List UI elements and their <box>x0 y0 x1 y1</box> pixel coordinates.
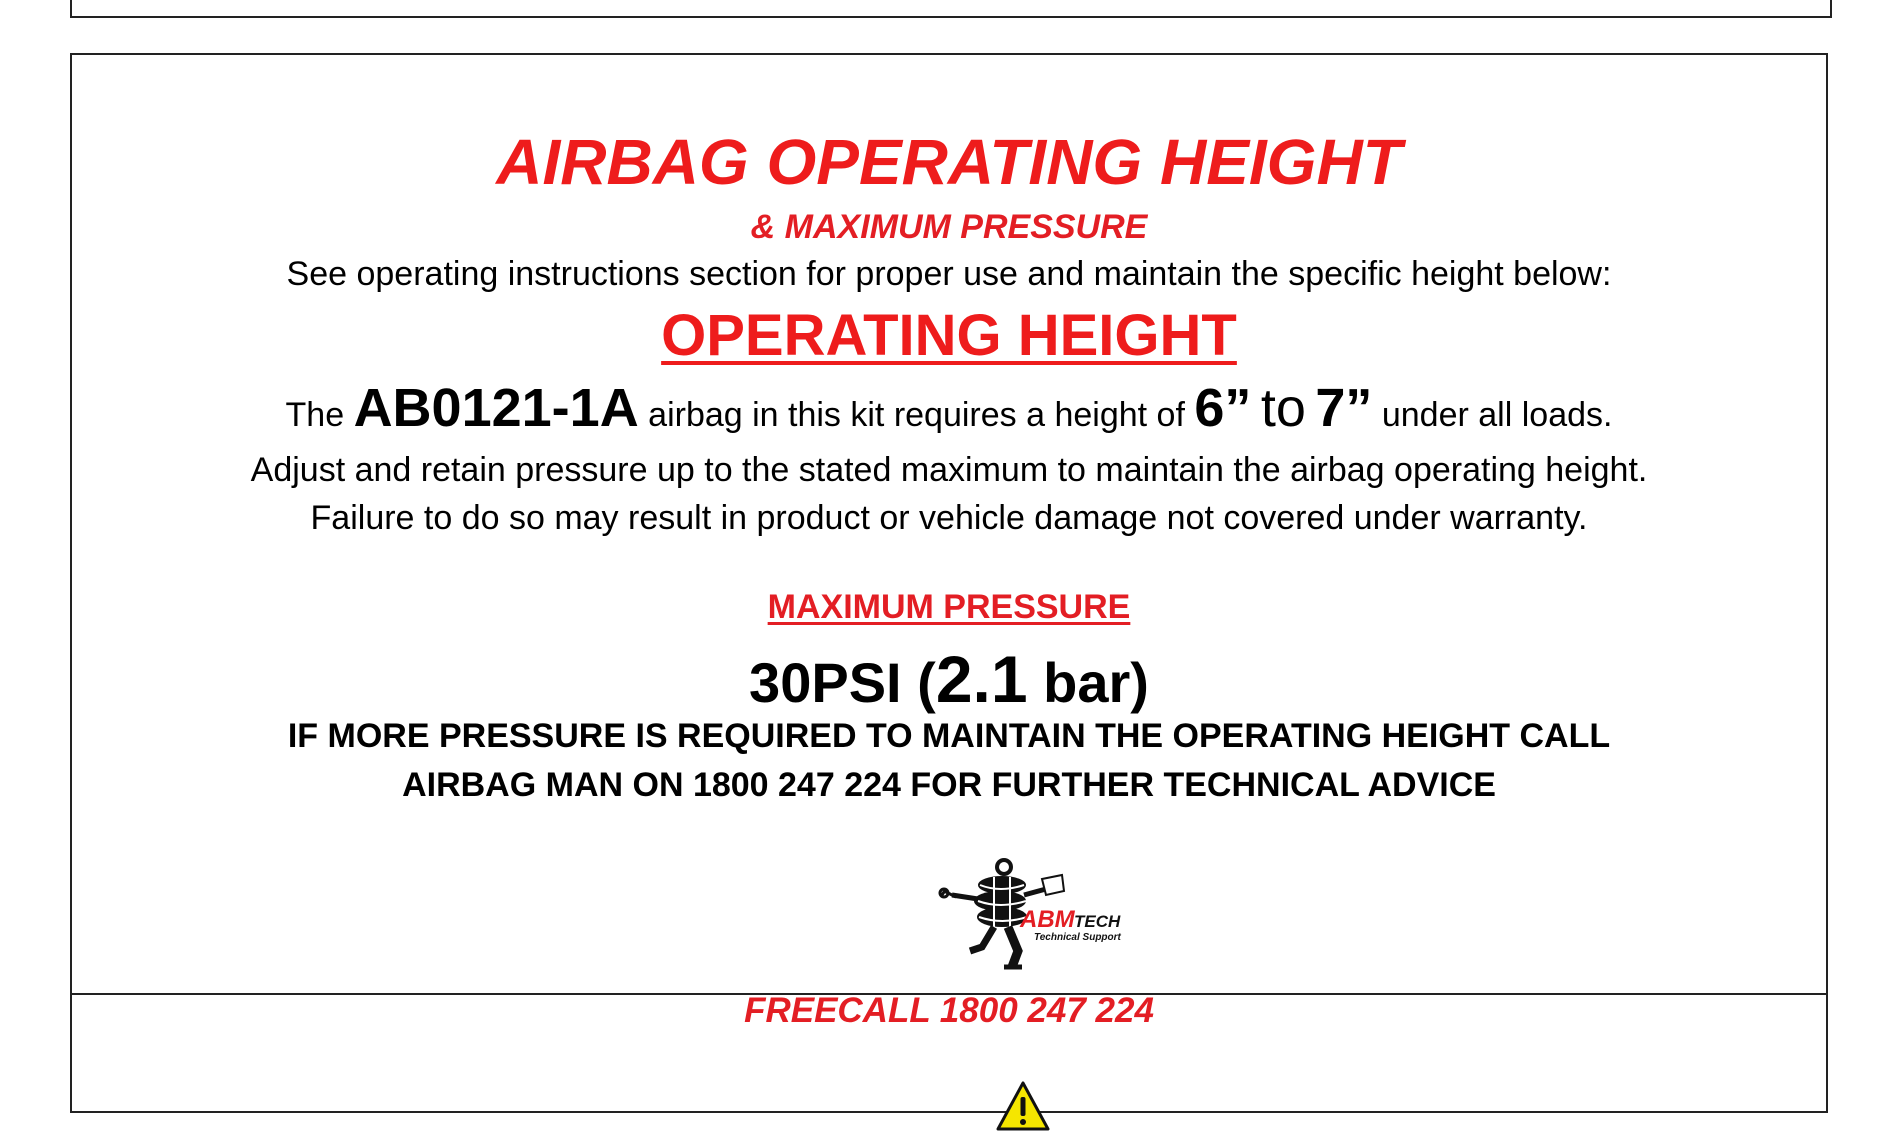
requirement-prefix: The <box>285 396 345 434</box>
psi-value: 30PSI <box>749 651 902 714</box>
bar-value: 2.1 <box>935 642 1028 716</box>
part-number: AB0121-1A <box>353 378 639 438</box>
instructions-text: See operating instructions section for proper use and maintain the specific height below: <box>286 255 1612 293</box>
height-max: 7” <box>1315 378 1373 438</box>
requirement-suffix: under all loads. <box>1381 396 1613 434</box>
abm-tech-logo <box>934 855 1144 985</box>
adjust-text: Adjust and retain pressure up to the stated maximum to maintain the airbag operating height. <box>250 451 1648 489</box>
bar-unit: bar) <box>1043 651 1149 714</box>
logo-brand: ABM <box>1020 906 1075 933</box>
freecall-number: FREECALL 1800 247 224 <box>744 991 1154 1030</box>
page-subtitle: & MAXIMUM PRESSURE <box>750 208 1148 246</box>
height-to: to <box>1260 378 1306 438</box>
height-requirement-line <box>72 377 1826 439</box>
requirement-middle: airbag in this kit requires a height of <box>648 396 1185 434</box>
pressure-value <box>72 641 1826 717</box>
advice-line-1: IF MORE PRESSURE IS REQUIRED TO MAINTAIN THE OPERATING HEIGHT CALL <box>287 717 1611 755</box>
page-title: AIRBAG OPERATING HEIGHT <box>496 126 1402 198</box>
advice-line-2: AIRBAG MAN ON 1800 247 224 FOR FURTHER TECHNICAL ADVICE <box>402 766 1496 804</box>
section-divider <box>72 993 1826 995</box>
logo-brand-suffix: TECH <box>1074 912 1121 931</box>
previous-section-box <box>70 0 1832 18</box>
failure-text: Failure to do so may result in product or vehicle damage not covered under warranty. <box>310 499 1588 537</box>
maximum-pressure-heading: MAXIMUM PRESSURE <box>767 588 1131 626</box>
bar-open: ( <box>917 651 936 714</box>
warning-triangle-icon <box>995 1080 1051 1132</box>
operating-height-panel <box>70 53 1828 1113</box>
logo-tagline: Technical Support <box>1034 932 1121 943</box>
operating-height-heading: OPERATING HEIGHT <box>661 303 1237 368</box>
height-min: 6” <box>1194 378 1252 438</box>
